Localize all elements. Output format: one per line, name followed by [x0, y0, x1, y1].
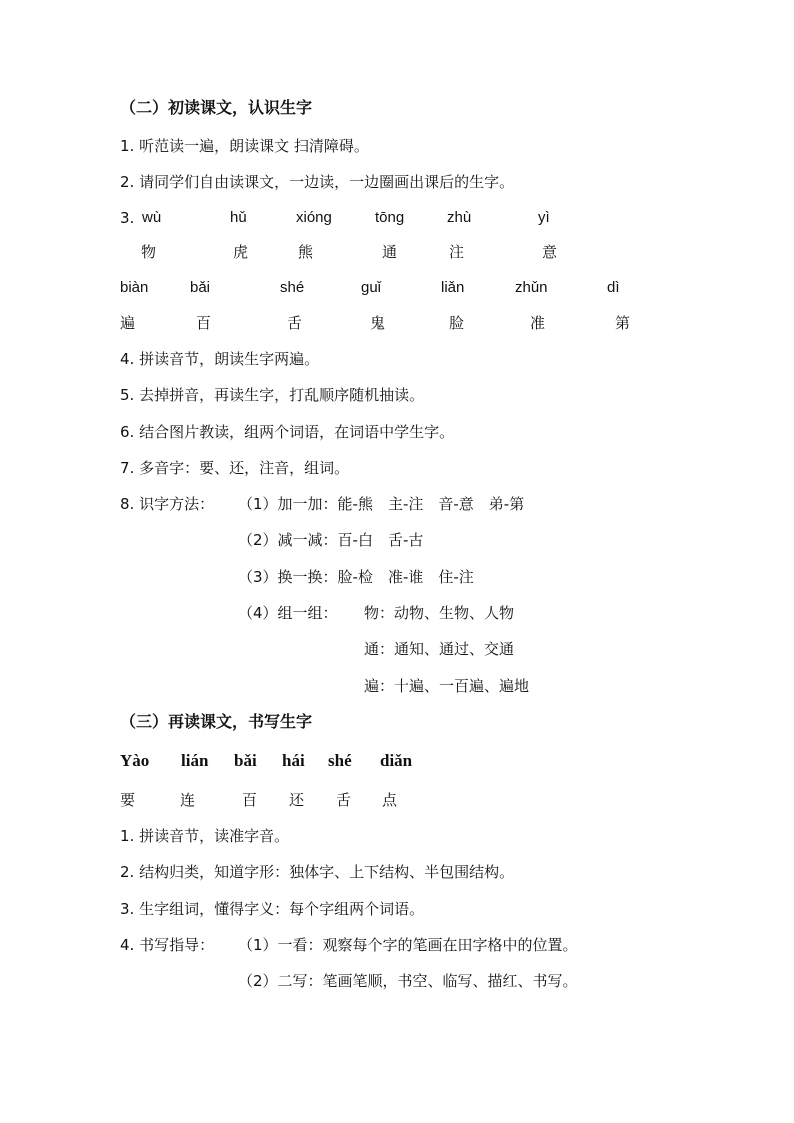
hanzi: 注 — [449, 243, 465, 261]
hanzi: 还 — [289, 791, 305, 809]
group-word-1: 物：动物、生物、人物 — [364, 604, 515, 622]
pinyin: zhǔn — [515, 279, 548, 296]
section2-item7: 7. 多音字：要、还，注音，组词。 — [120, 459, 350, 477]
section3-item3: 3. 生字组词，懂得字义：每个字组两个词语。 — [120, 900, 425, 918]
writing-step-2: （2）二写：笔画笔顺，书空、临写、描红、书写。 — [238, 972, 578, 990]
method-swap: （3）换一换：脸-检 准-谁 住-注 — [238, 568, 474, 586]
pinyin: guǐ — [361, 279, 382, 296]
pinyin: xióng — [296, 209, 332, 226]
writing-step-1: （1）一看：观察每个字的笔画在田字格中的位置。 — [238, 936, 578, 954]
hanzi: 准 — [530, 314, 546, 332]
method-subtract: （2）减一减：百-白 舌-古 — [238, 531, 424, 549]
hanzi: 脸 — [449, 314, 465, 332]
section3-item4-label: 4. 书写指导： — [120, 936, 215, 954]
method-add: （1）加一加：能-熊 主-注 音-意 弟-第 — [238, 495, 525, 513]
hanzi: 连 — [180, 791, 196, 809]
section3-item1: 1. 拼读音节，读准字音。 — [120, 827, 290, 845]
section2-item8-label: 8. 识字方法： — [120, 495, 215, 513]
section2-item2: 2. 请同学们自由读课文，一边读，一边圈画出课后的生字。 — [120, 173, 515, 191]
pinyin: tōng — [375, 209, 405, 226]
section3-heading: （三）再读课文，书写生字 — [120, 712, 313, 731]
section2-item4: 4. 拼读音节，朗读生字两遍。 — [120, 350, 320, 368]
hanzi: 遍 — [120, 314, 136, 332]
group-word-3: 遍：十遍、一百遍、遍地 — [364, 677, 530, 695]
pinyin: shé — [328, 751, 352, 770]
pinyin: zhù — [447, 209, 472, 226]
hanzi: 通 — [382, 243, 398, 261]
hanzi: 熊 — [298, 243, 314, 261]
hanzi: 舌 — [287, 314, 303, 332]
hanzi: 点 — [382, 791, 398, 809]
pinyin: dì — [607, 279, 620, 296]
section2-heading: （二）初读课文，认识生字 — [120, 98, 313, 117]
hanzi: 意 — [542, 243, 558, 261]
pinyin: yì — [538, 209, 550, 226]
pinyin: lián — [181, 751, 209, 770]
group-word-2: 通：通知、通过、交通 — [364, 640, 515, 658]
section2-item5: 5. 去掉拼音，再读生字，打乱顺序随机抽读。 — [120, 386, 425, 404]
pinyin: diǎn — [380, 751, 413, 770]
pinyin: shé — [280, 279, 305, 296]
section2-item1: 1. 听范读一遍，朗读课文 扫清障碍。 — [120, 137, 369, 155]
hanzi: 百 — [242, 791, 258, 809]
hanzi: 百 — [196, 314, 212, 332]
section3-item2: 2. 结构归类，知道字形：独体字、上下结构、半包围结构。 — [120, 863, 515, 881]
pinyin: hǔ — [230, 209, 247, 226]
pinyin: Yào — [120, 751, 150, 770]
hanzi: 要 — [120, 791, 136, 809]
hanzi: 物 — [141, 243, 157, 261]
pinyin: biàn — [120, 279, 149, 296]
hanzi: 虎 — [233, 243, 249, 261]
hanzi: 第 — [615, 314, 631, 332]
section2-item3-prefix: 3. — [120, 209, 135, 227]
method-group: （4）组一组： — [238, 604, 338, 622]
pinyin: hái — [282, 751, 305, 770]
pinyin: bǎi — [234, 751, 257, 770]
pinyin: liǎn — [441, 279, 465, 296]
hanzi: 鬼 — [370, 314, 386, 332]
hanzi: 舌 — [336, 791, 352, 809]
section2-item6: 6. 结合图片教读，组两个词语，在词语中学生字。 — [120, 423, 455, 441]
pinyin: wù — [142, 209, 162, 226]
pinyin: bǎi — [190, 279, 211, 296]
